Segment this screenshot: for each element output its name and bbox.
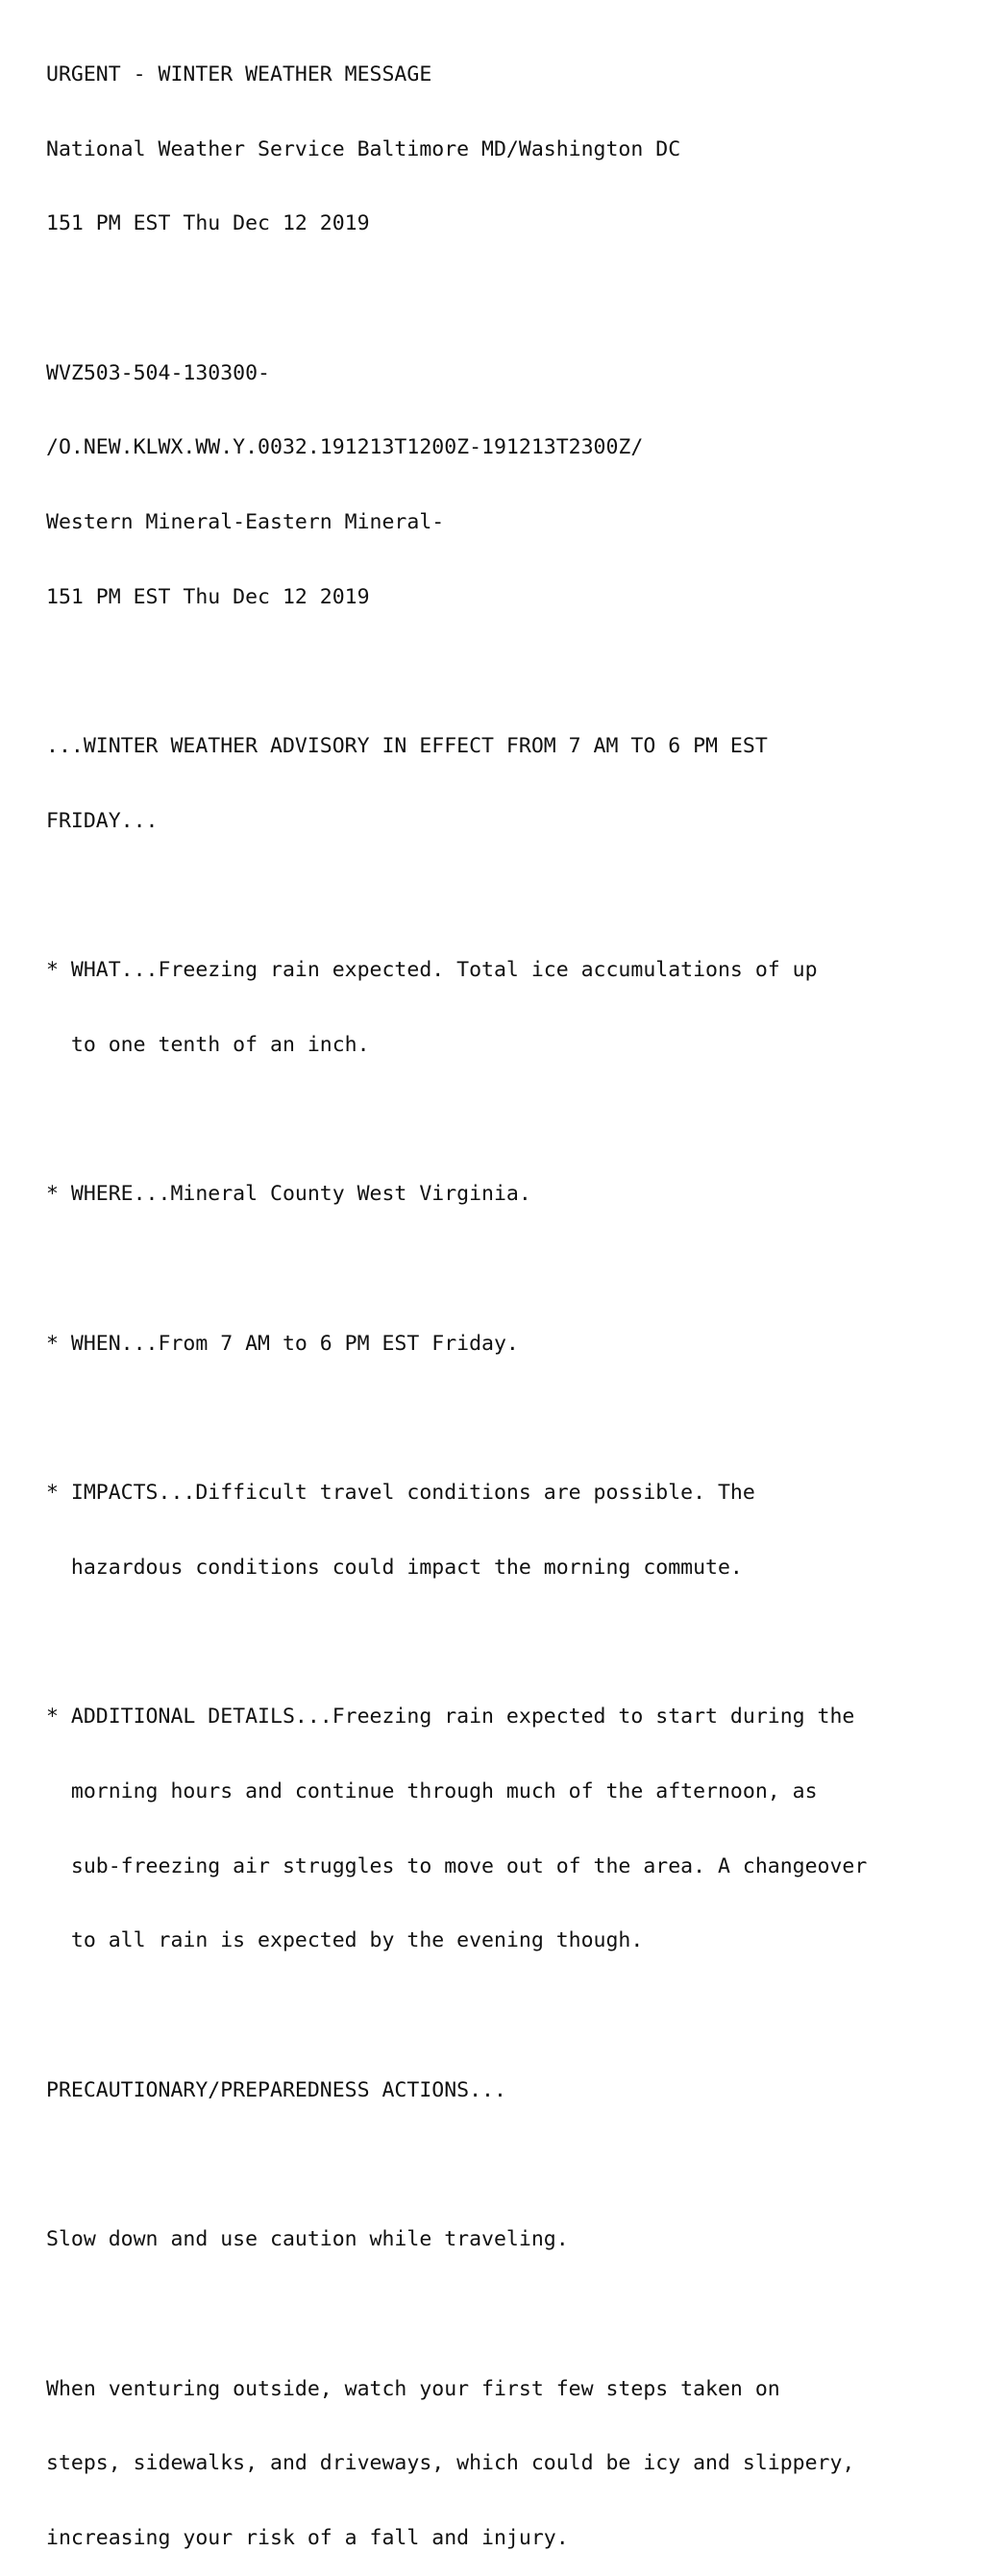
blank-line — [46, 659, 867, 684]
message-title: URGENT - WINTER WEATHER MESSAGE — [46, 61, 432, 86]
blank-line — [46, 286, 867, 311]
weather-bulletin — [46, 12, 867, 2576]
action-venturing: steps, sidewalks, and driveways, which could be icy and slippery, — [46, 2451, 855, 2476]
blank-line — [46, 1108, 867, 1133]
blank-line — [46, 1406, 867, 1431]
vtec-code: /O.NEW.KLWX.WW.Y.0032.191213T1200Z-191213T2300Z/ — [46, 435, 644, 460]
action-venturing: increasing your risk of a fall and injury. — [46, 2526, 569, 2551]
segment-issue-time: 151 PM EST Thu Dec 12 2019 — [46, 584, 370, 609]
advisory-headline: FRIDAY... — [46, 808, 159, 833]
advisory-headline: ...WINTER WEATHER ADVISORY IN EFFECT FROM 7 AM TO 6 PM EST — [46, 734, 768, 759]
additional-details-bullet: sub-freezing air struggles to move out of the area. A changeover — [46, 1853, 868, 1878]
blank-line — [46, 2302, 867, 2327]
impacts-bullet: * IMPACTS...Difficult travel conditions are possible. The — [46, 1481, 755, 1506]
actions-heading: PRECAUTIONARY/PREPAREDNESS ACTIONS... — [46, 2077, 506, 2102]
additional-details-bullet: morning hours and continue through much of the afternoon, as — [46, 1779, 818, 1803]
zone-names: Western Mineral-Eastern Mineral- — [46, 510, 445, 535]
what-bullet: * WHAT...Freezing rain expected. Total ice accumulations of up — [46, 958, 818, 983]
blank-line — [46, 1631, 867, 1656]
when-bullet: * WHEN...From 7 AM to 6 PM EST Friday. — [46, 1331, 519, 1356]
action-venturing: When venturing outside, watch your first few steps taken on — [46, 2376, 780, 2401]
additional-details-bullet: to all rain is expected by the evening though. — [46, 1928, 644, 1953]
what-bullet: to one tenth of an inch. — [46, 1032, 370, 1057]
issuing-office: National Weather Service Baltimore MD/Washington DC — [46, 136, 681, 161]
action-slow-down: Slow down and use caution while traveling. — [46, 2227, 569, 2252]
additional-details-bullet: * ADDITIONAL DETAILS...Freezing rain expected to start during the — [46, 1705, 855, 1730]
ugc-code: WVZ503-504-130300- — [46, 360, 270, 385]
blank-line — [46, 2153, 867, 2178]
impacts-bullet: hazardous conditions could impact the morning commute. — [46, 1555, 743, 1580]
where-bullet: * WHERE...Mineral County West Virginia. — [46, 1182, 531, 1207]
issue-time: 151 PM EST Thu Dec 12 2019 — [46, 211, 370, 236]
blank-line — [46, 884, 867, 909]
blank-line — [46, 2003, 867, 2028]
blank-line — [46, 1257, 867, 1282]
